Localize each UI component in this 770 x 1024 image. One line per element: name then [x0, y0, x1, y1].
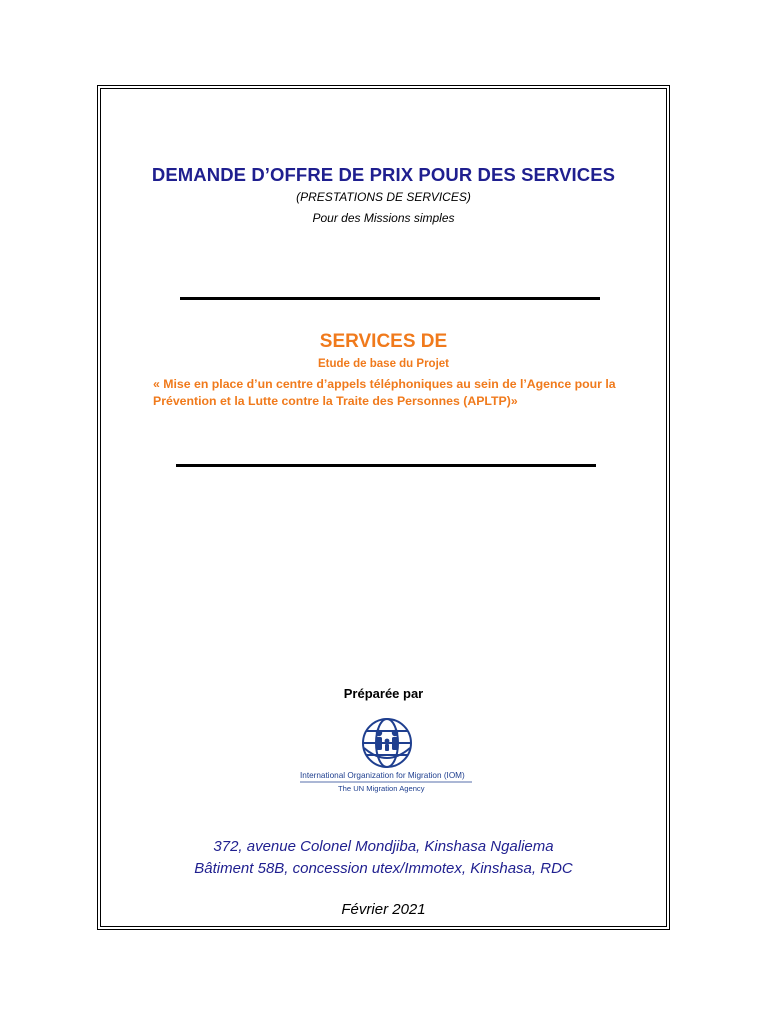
address-line-2: Bâtiment 58B, concession utex/Immotex, Kinshasa, RDC — [194, 860, 573, 877]
project-title-line-2: Prévention et la Lutte contre la Traite des Personnes (APLTP)» — [153, 394, 518, 408]
document-subtitle-missions: Pour des Missions simples — [312, 211, 455, 225]
iom-logo-tagline: The UN Migration Agency — [338, 784, 425, 793]
document-subtitle-prestations: (PRESTATIONS DE SERVICES) — [296, 190, 471, 204]
document-date: Février 2021 — [341, 901, 426, 918]
iom-globe-family-icon — [300, 716, 474, 796]
divider-bottom — [176, 464, 596, 467]
services-heading: SERVICES DE — [319, 331, 448, 352]
address-line-1: 372, avenue Colonel Mondjiba, Kinshasa Ngaliema — [213, 838, 554, 855]
divider-top — [180, 297, 600, 300]
document-title: DEMANDE D’OFFRE DE PRIX POUR DES SERVICES — [151, 164, 616, 185]
project-title-line-1: « Mise en place d’un centre d’appels téléphoniques au sein de l’Agence pour la — [153, 377, 616, 391]
study-label: Etude de base du Projet — [318, 358, 449, 370]
iom-logo — [300, 716, 474, 796]
prepared-by-label: Préparée par — [343, 686, 424, 701]
iom-logo-org-name: International Organization for Migration (IOM) — [300, 771, 465, 780]
